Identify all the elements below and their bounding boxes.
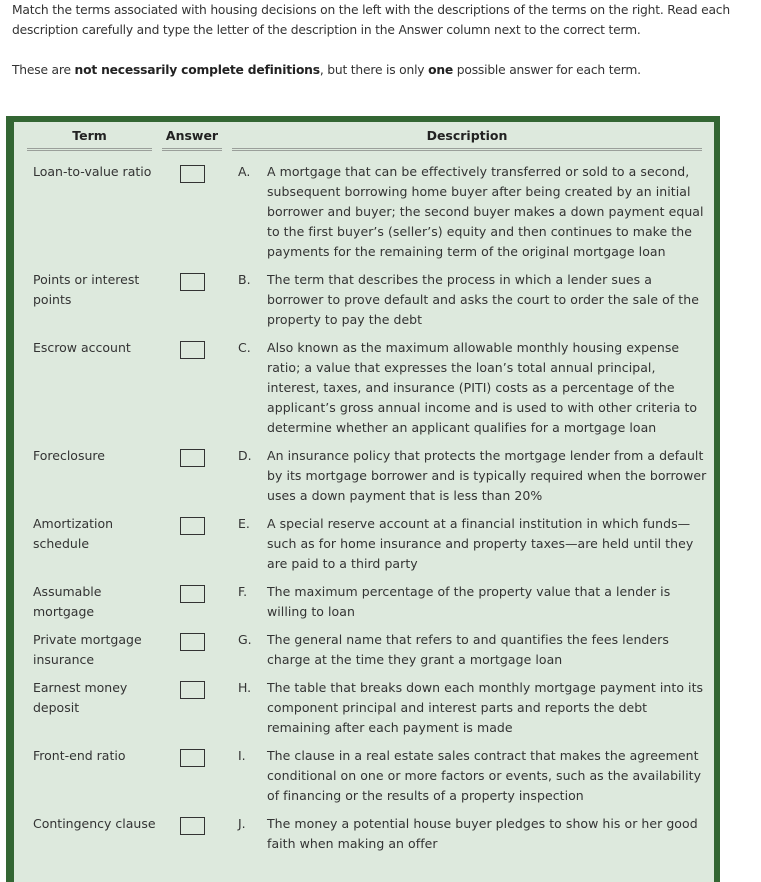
instructions-line-2 xyxy=(12,60,757,80)
answer-input-amortization-schedule[interactable] xyxy=(180,517,205,535)
description-letter: H. xyxy=(238,680,252,695)
term-label: Foreclosure xyxy=(33,448,105,463)
instructions-line-1: Match the terms associated with housing decisions on the left with the descriptions of the terms on the right. Read each description carefully and type the letter of the description in the Answer column next to the correct term. xyxy=(12,3,730,37)
description-text: The money a potential house buyer pledges to show his or her good faith when making an offer xyxy=(267,816,698,851)
description-letter: I. xyxy=(238,748,246,763)
description-letter: E. xyxy=(238,516,250,531)
description-text: The general name that refers to and quantifies the fees lenders charge at the time they grant a mortgage loan xyxy=(267,632,669,667)
description-text: A mortgage that can be effectively transferred or sold to a second, subsequent borrowing home buyer after being created by an initial borrower and buyer; the second buyer makes a down payment equal to the first buyer’s (seller’s) equity and then continues to make the payments for the remaining term of the original mortgage loan xyxy=(267,164,704,259)
answer-input-front-end-ratio[interactable] xyxy=(180,749,205,767)
description-letter: G. xyxy=(238,632,252,647)
header-answer: Answer xyxy=(162,128,222,148)
description-text: The clause in a real estate sales contract that makes the agreement conditional on one or more factors or events, such as the availability of financing or the results of a property inspection xyxy=(267,748,702,803)
description-text: The table that breaks down each monthly mortgage payment into its component principal and interest parts and reports the debt remaining after each payment is made xyxy=(267,680,704,735)
term-label: Earnest money deposit xyxy=(33,680,128,715)
answer-input-points[interactable] xyxy=(180,273,205,291)
term-label: Private mortgage insurance xyxy=(33,632,142,667)
instructions-text: , but there is only xyxy=(319,63,429,77)
instructions-emphasis: not necessarily complete definitions xyxy=(74,63,320,77)
header-description: Description xyxy=(232,128,702,148)
instructions-emphasis: one xyxy=(428,63,454,77)
instructions xyxy=(12,0,757,80)
description-text: Also known as the maximum allowable monthly housing expense ratio; a value that expresses the loan’s total annual principal, interest, taxes, and insurance (PITI) costs as a percentage of the applicant’s gross annual income and is used to with other criteria to determine whether an applicant qualifies for a mortgage loan xyxy=(267,340,698,435)
answer-input-escrow-account[interactable] xyxy=(180,341,205,359)
description-letter: A. xyxy=(238,164,251,179)
answer-input-private-mortgage-insurance[interactable] xyxy=(180,633,205,651)
description-text: The term that describes the process in which a lender sues a borrower to prove default and asks the court to order the sale of the property to pay the debt xyxy=(267,272,699,327)
description-letter: F. xyxy=(238,584,248,599)
description-text: An insurance policy that protects the mortgage lender from a default by its mortgage borrower and is typically required when the borrower uses a down payment that is less than 20% xyxy=(267,448,707,503)
header-term: Term xyxy=(27,128,152,148)
term-label: Front-end ratio xyxy=(33,748,126,763)
term-label: Assumable mortgage xyxy=(33,584,102,619)
description-text: A special reserve account at a financial institution in which funds—such as for home insurance and property taxes—are held until they are paid to a third party xyxy=(267,516,694,571)
description-letter: D. xyxy=(238,448,252,463)
answer-input-foreclosure[interactable] xyxy=(180,449,205,467)
instructions-text: These are xyxy=(12,63,75,77)
description-letter: J. xyxy=(238,816,246,831)
term-label: Amortization schedule xyxy=(33,516,114,551)
term-label: Escrow account xyxy=(33,340,131,355)
description-letter: C. xyxy=(238,340,251,355)
instructions-text: possible answer for each term. xyxy=(453,63,641,77)
answer-input-assumable-mortgage[interactable] xyxy=(180,585,205,603)
answer-input-earnest-money-deposit[interactable] xyxy=(180,681,205,699)
term-label: Points or interest points xyxy=(33,272,140,307)
matching-table xyxy=(6,116,720,882)
answer-input-contingency-clause[interactable] xyxy=(180,817,205,835)
term-label: Contingency clause xyxy=(33,816,156,831)
term-label: Loan-to-value ratio xyxy=(33,164,152,179)
answer-input-loan-to-value-ratio[interactable] xyxy=(180,165,205,183)
description-text: The maximum percentage of the property value that a lender is willing to loan xyxy=(267,584,671,619)
description-letter: B. xyxy=(238,272,251,287)
